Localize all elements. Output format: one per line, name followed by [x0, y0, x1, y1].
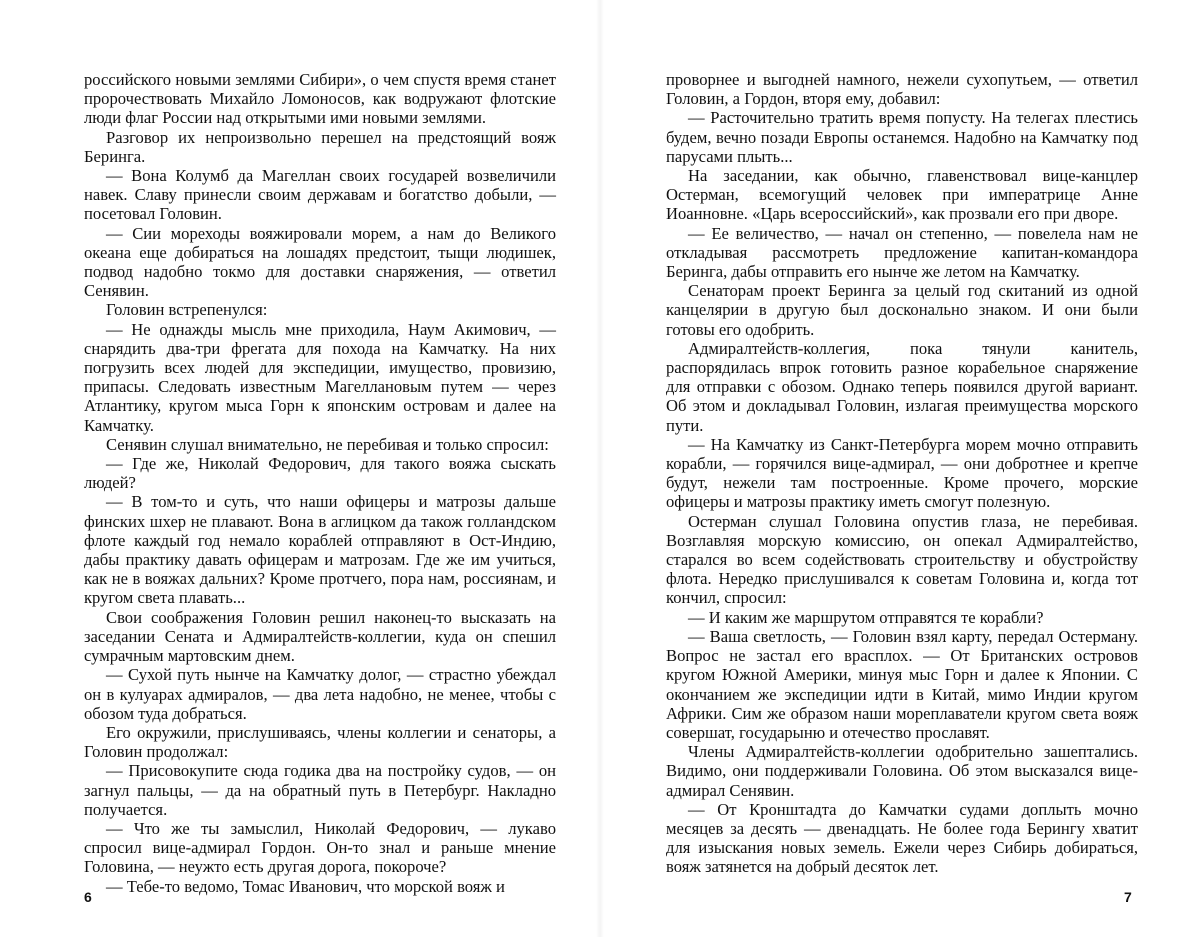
paragraph: На заседании, как обычно, главенствовал вице-канцлер Остерман, всемогущий человек при императрице Анне Иоанновне. «Царь всероссийский», как прозвали его при дворе.: [666, 166, 1138, 224]
paragraph: — От Кронштадта до Камчатки судами доплыть мочно месяцев за десять — двенадцать. Не более года Берингу хватит для изыскания новых земель. Ежели через Сибирь добираться, вояж затянется на добрый десяток лет.: [666, 799, 1138, 877]
paragraph: — На Камчатку из Санкт-Петербурга морем мочно отправить корабли, — горячился вице-адмирал, — они добротнее и крепче будут, нежели там построенные. Кроме прочего, морские офицеры и матрозы практику иметь смогут полезную.: [666, 434, 1138, 512]
paragraph: — Не однажды мысль мне приходила, Наум Акимович, — снарядить два-три фрегата для похода на Камчатку. На них погрузить всех людей для экспедиции, имущество, провизию, припасы. Следовать известным Магеллановым путем — через Атлантику, кругом мыса Горн к японским островам и далее на Камчатку.: [84, 319, 556, 435]
paragraph: Остерман слушал Головина опустив глаза, не перебивая. Возглавляя морскую комиссию, он опекал Адмиралтейство, старался во всем содействовать строительству и обустройству флота. Нередко прислушивался к советам Головина и, когда тот кончил, спросил:: [666, 511, 1138, 608]
paragraph: российского новыми землями Сибири», о чем спустя время станет пророчествовать Михайло Ломоносов, как водружают флотские люди флаг России над открытыми ими новыми землями.: [84, 70, 556, 128]
paragraph: Его окружили, прислушиваясь, члены коллегии и сенаторы, а Головин продолжал:: [84, 722, 556, 762]
paragraph: Адмиралтейств-коллегия, пока тянули канитель, распорядилась впрок готовить разное корабельное снаряжение для отправки с обозом. Однако теперь появился другой вариант. Об этом и докладывал Головин, излагая преимущества морского пути.: [666, 338, 1138, 435]
right-page-text: [666, 70, 1138, 877]
paragraph: Сенаторам проект Беринга за целый год скитаний из одной канцелярии в другую был досконально знаком. И они были готовы его одобрить.: [666, 281, 1138, 339]
paragraph: Члены Адмиралтейств-коллегии одобрительно зашептались. Видимо, они поддерживали Головина. Об этом высказался вице-адмирал Сенявин.: [666, 742, 1138, 800]
paragraph: — Тебе-то ведомо, Томас Иванович, что морской вояж и: [106, 876, 505, 896]
paragraph: — Где же, Николай Федорович, для такого вояжа сыскать людей?: [84, 454, 556, 493]
book-spine-shadow: [596, 0, 604, 937]
paragraph: — Присовокупите сюда годика два на постройку судов, — он загнул пальцы, — да на обратный путь в Петербург. Накладно получается.: [84, 761, 556, 819]
paragraph: — Вона Колумб да Магеллан своих государей возвеличили навек. Славу принесли своим державам и богатство добыли, — посетовал Головин.: [84, 166, 556, 224]
paragraph: — Ее величество, — начал он степенно, — повелела нам не откладывая рассмотреть предложение капитан-командора Беринга, дабы отправить его нынче же летом на Камчатку.: [666, 223, 1138, 282]
paragraph: Свои соображения Головин решил наконец-то высказать на заседании Сената и Адмиралтейств-коллегии, куда он спешил сумрачным мартовским днем.: [84, 607, 556, 666]
paragraph: — В том-то и суть, что наши офицеры и матрозы дальше финских шхер не плавают. Вона в аглицком да також голландском флоте каждый год немало кораблей отправляют в Ост-Индию, дабы практику давать офицерам и матрозам. Где же им учиться, как не в вояжах дальних? Кроме протчего, пора нам, россиянам, и кругом света плавать...: [84, 492, 556, 608]
paragraph: проворнее и выгодней намного, нежели сухопутьем, — ответил Головин, а Гордон, вторя ему, добавил:: [666, 70, 1138, 109]
paragraph: — Сии мореходы вояжировали морем, а нам до Великого океана еще добираться на лошадях предстоит, тыщи людишек, подвод надобно токмо для доставки снаряжения, — ответил Сенявин.: [84, 223, 556, 301]
paragraph: Сенявин слушал внимательно, не перебивая и только спросил:: [106, 434, 549, 454]
paragraph: — И каким же маршрутом отправятся те корабли?: [688, 607, 1044, 627]
page-number-right: 7: [1124, 889, 1132, 905]
page-number-left: 6: [84, 889, 92, 905]
left-page-text: [84, 70, 556, 896]
paragraph: Разговор их непроизвольно перешел на предстоящий вояж Беринга.: [84, 127, 556, 166]
paragraph: — Что же ты замыслил, Николай Федорович, — лукаво спросил вице-адмирал Гордон. Он-то знал и раньше мнение Головина, — неужто есть другая дорога, покороче?: [84, 818, 556, 877]
paragraph: — Ваша светлость, — Головин взял карту, передал Остерману. Вопрос не застал его врасплох. — От Британских островов кругом Южной Америки, минуя мыс Горн и далее к Японии. С окончанием же экспедиции идти в Китай, мимо Индии кругом Африки. Сим же образом наши мореплаватели кругом света вояж совершат, государыню и отечество прославят.: [666, 626, 1138, 742]
paragraph: Головин встрепенулся:: [106, 300, 268, 320]
paragraph: — Сухой путь нынче на Камчатку долог, — страстно убеждал он в кулуарах адмиралов, — два лета надобно, не менее, чтобы с обозом туда добраться.: [84, 665, 556, 723]
paragraph: — Расточительно тратить время попусту. На телегах плестись будем, вечно позади Европы останемся. Надобно на Камчатку под парусами плыть...: [666, 108, 1138, 166]
